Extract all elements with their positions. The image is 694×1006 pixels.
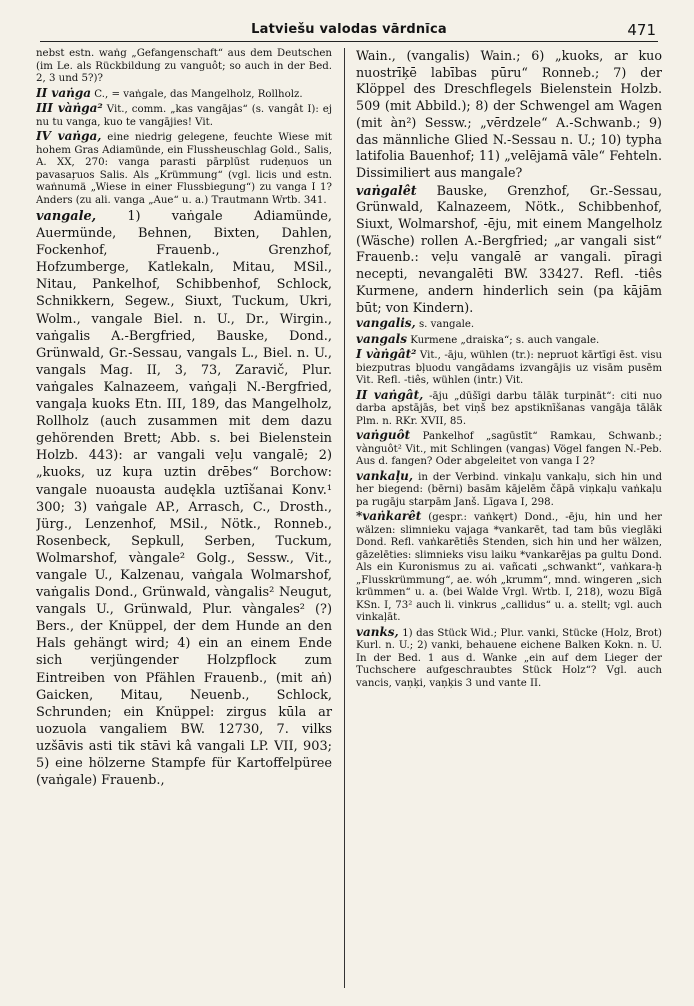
dictionary-entry <box>356 48 662 182</box>
entry-text: 1) das Stück Wid.; Plur. vanki, Stücke (Holz, Brot) Kurl. n. U.; 2) vanki, behauene eichene Balken Kokn. n. U. In der Bed. 1 aus d. Wanke „ein auf dem Lieger der Tuchschere aufgeschraubtes Stück Holz“? Vgl. auch vancis, vaņķi, vaņķis 3 und vante II. <box>356 627 662 689</box>
right-column <box>352 48 662 993</box>
entry-headword: vangals <box>356 331 407 346</box>
entry-text: Kurmene „draiska“; s. auch vangale. <box>410 334 600 346</box>
entry-text: Vit., -āju, wühlen (tr.): nepruot kārtīgi ēst. visu biezputras bļuodu vangādams izvangājis uz visām pusēm Vit. Refl. -tiês, wühlen (intr.) Vit. <box>356 350 662 387</box>
dictionary-entry <box>356 429 662 469</box>
entry-headword: vanks, <box>356 624 399 639</box>
dictionary-entry <box>356 348 662 388</box>
entry-text: C., = vaṅgale, das Mangelholz, Rollholz. <box>94 88 303 100</box>
page-number: 471 <box>627 21 656 39</box>
dictionary-entry <box>356 333 662 348</box>
entry-text: eine niedrig gelegene, feuchte Wiese mit hohem Gras Adiamünde, ein Flussheuschlag Gold., Salis, A. XX, 270: vanga parasti pārplūst rudeņuos un pavasaŗuos Salis. Als „Krümmung“ (vgl. licis und estn. waṅnumä „Wiese in einer Flussbiegung“) zu vanga I 1? Anders (zu ali. vanga „Aue“ u. a.) Trautmann Wrtb. 341. <box>36 132 333 206</box>
entry-text: Pankelhof „sagūstīt“ Ramkau, Schwanb.; vànguôt² Vit., mit Schlingen (vangas) Vögel fangen N.-Peb. Aus d. fangen? Oder abgeleitet von vanga I 2? <box>356 431 662 468</box>
dictionary-entry <box>356 389 662 429</box>
dictionary-entry <box>36 102 332 129</box>
entry-headword: vaṅguôt <box>356 428 411 443</box>
entry-headword: *vaṅkarêt <box>356 509 422 524</box>
entry-text: nebst estn. waṅg „Gefangenschaft“ aus dem Deutschen (im Le. als Rückbildung zu vanguôt; so auch in der Bed. 2, 3 und 5?)? <box>36 48 332 84</box>
dictionary-entry <box>36 87 332 102</box>
dictionary-entry <box>356 626 662 691</box>
dictionary-entry <box>36 208 332 789</box>
entry-headword: IV vaṅga, <box>36 129 102 143</box>
entry-headword: III vàṅga² <box>36 101 103 115</box>
entry-headword: vaṅgalêt <box>356 182 417 198</box>
dictionary-entry <box>356 510 662 625</box>
entry-headword: vangale, <box>36 209 97 224</box>
entry-headword: II vaṅga <box>36 85 92 100</box>
entry-text: s. vangale. <box>418 319 475 331</box>
column-divider <box>344 48 345 988</box>
dictionary-entry <box>36 130 332 207</box>
entry-text: Wain., (vangalis) Wain.; 6) „kuoks, ar kuo nuostrīķē labības pūru“ Ronneb.; 7) der Klöppel des Dreschflegels Bielenstein Holzb. 509 (mit Abbild.); 8) der Schwengel am Wagen (mit àn²) Sessw.; „vērdzele“ A.-Schwanb.; 9) das männliche Glied N.-Sessau n. U.; 10) typha latifolia Bauenhof; 11) „velējamā vāle“ Fehteln. Dissimiliert aus mangale? <box>356 48 662 180</box>
entry-text: (gespr.: vaṅkęrt) Dond., -ēju, hin und her wälzen: slimnieku vajaga *vankarēt, tad tam būs vieglāki Dond. Refl. vaṅkarētiês Stenden, sich hin und her wälzen, gāzelēties: slimnieks visu laiku *vankarējas pa gultu Dond. Als ein Kuronismus zu ai. vañcati „schwankt“, vaṅkara-ḥ „Flusskrümmung“, ae. wóh „krumm“, mnd. wingeren „sich krümmen“ u. a. (bei Walde Vrgl. Wrtb. I, 218), wozu Bīgā KSn. I, 73² auch li. vinkrus „callidus“ u. a. stellt; vgl. auch vinkaļāt. <box>356 512 662 624</box>
dictionary-entry <box>356 470 662 510</box>
entry-headword: II vaṅgât, <box>356 387 424 402</box>
entry-headword: vankaļu, <box>356 468 414 483</box>
entry-headword: vangalis, <box>356 316 416 331</box>
entry-text: Bauske, Grenzhof, Gr.-Sessau, Grünwald, Kalnazeem, Nötk., Schibbenhof, Siuxt, Wolmarshof, -ēju, mit einem Mangelholz (Wäsche) rollen A.-Bergfried; „ar vangali sist“ Frauenb.: veļu vangalē ar vangali. pīragi necepti, nevangalēti BW. 33427. Refl. -tiês Kurmene, andern hinderlich sein (pa kājām būt; von Kindern). <box>356 182 662 315</box>
entry-text: 1) vaṅgale Adiamünde, Auermünde, Behnen, Bixten, Dahlen, Fockenhof, Frauenb., Grenzhof, Hofzumberge, Katlekaln, Mitau, MSil., Nitau, Pankelhof, Schibbenhof, Schlock, Schnikkern, Segew., Siuxt, Tuckum, Ukri, Wolm., vangale Biel. n. U., Dr., Wirgin., vaṅgalis A.-Bergfried, Bauske, Dond., Grünwald, Gr.-Sessau, vangals L., Biel. n. U., vangals Mag. II, 3, 73, Zaravič, Plur. vaṅgales Kalnazeem, vaṅgaļi N.-Bergfried, vangaļa kuoks Etn. III, 189, das Mangelholz, Rollholz (auch zusammen mit dem dazu gehörenden Brett; Abb. s. bei Bielenstein Holzb. 443): ar vangali veļu vangalē; 2) „kuoks, uz kuŗa uztin drēbes“ Borchow: vangale nuoausta audękla uztīšanai Konv.¹ 300; 3) vaṅgale AP., Arrasch, C., Drosth., Jürg., Lenzenhof, MSil., Nötk., Ronneb., Rosenbeck, Sepkull, Serben, Tuckum, Wolmarshof, vàngale² Golg., Sessw., Vit., vangale U., Kalzenau, vaṅgala Wolmarshof, vaṅgalis Dond., Grünwald, vàngalis² Neugut, vangals U., Grünwald, Plur. vàngales² (?) Bers., der Knüppel, der dem Hunde an den Hals gehängt wird; 4) ein an einem Ende sich verjüngender Holzpflock zum Eintreiben von Pfählen Frauenb., (mit aṅ) Gaicken, Mitau, Neuenb., Schlock, Schrunden; ein Knüppel: zirgus kūla ar uozuola vangaliem BW. 12730, 7. vilks uzšāvis asti tik stāvi kâ vangali LP. VII, 903; 5) eine hölzerne Stampfe für Kartoffelpüree (vaṅgale) Frauenb., <box>36 209 332 789</box>
entry-text: in der Verbind. vinkaļu vankaļu, sich hin und her biegend: (bērni) basām kājelēm čāpā viņkaļu vaṅkaļu pa rugāju starpām Janš. Līgava I, 298. <box>356 471 662 508</box>
left-column <box>36 48 338 993</box>
running-title: Latviešu valodas vārdnīca <box>251 22 447 37</box>
dictionary-entry <box>356 183 662 317</box>
page-header <box>40 20 658 42</box>
entry-headword: I vàṅgât² <box>356 347 417 362</box>
dictionary-entry <box>36 48 332 86</box>
entry-text: Vit., comm. „kas vangājas“ (s. vangât I): ej nu tu vanga, kuo te vangājies! Vit. <box>36 104 332 128</box>
entry-text: -āju „dūšīgi darbu tālāk turpināt“: citi nuo darba apstājās, bet viņš bez apstiknīšanas vangāja tālāk Plm. n. RKr. XVII, 85. <box>356 390 662 427</box>
dictionary-entry <box>356 317 662 332</box>
